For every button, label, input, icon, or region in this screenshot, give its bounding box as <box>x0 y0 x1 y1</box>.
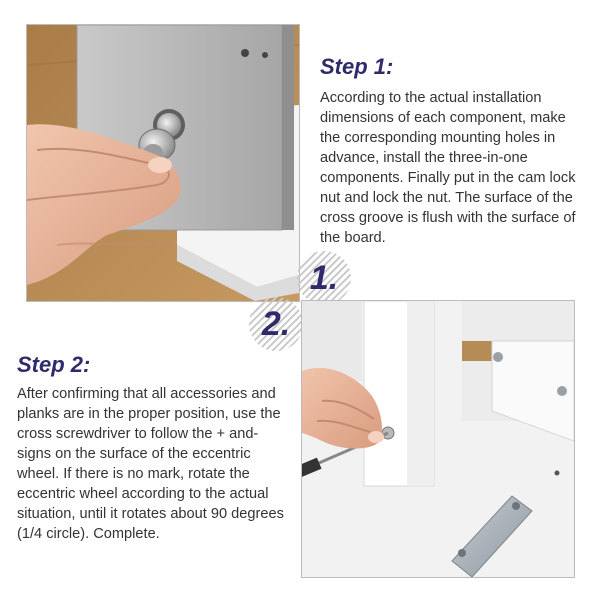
step1-number: 1. <box>309 258 339 297</box>
step2-description: After confirming that all accessories and planks are in the proper position, use the cross screwdriver to follow the + and-signs on the surface of the eccentric wheel. If there is no mark, rotate the eccentric wheel according to the actual situation, until it rotates about 90 degrees (1/4 circle). Complete. <box>17 386 284 542</box>
step2-number-badge <box>248 296 304 352</box>
step1-photo <box>26 24 300 302</box>
step1-title: Step 1: <box>320 54 394 79</box>
step2-photo <box>301 300 575 578</box>
step2-title: Step 2: <box>17 352 91 377</box>
step2-photo-illustration <box>302 301 574 577</box>
step1-photo-illustration <box>27 25 299 301</box>
step1-number-badge <box>296 250 352 306</box>
step1-description: According to the actual installation dimensions of each component, make the corresponding mounting holes in advance, install the three-in-one components. Finally put in the cam lock nut and lock the nut. The surface of the cross groove is flush with the surface of the board. <box>320 90 576 246</box>
step2-number: 2. <box>261 304 291 343</box>
